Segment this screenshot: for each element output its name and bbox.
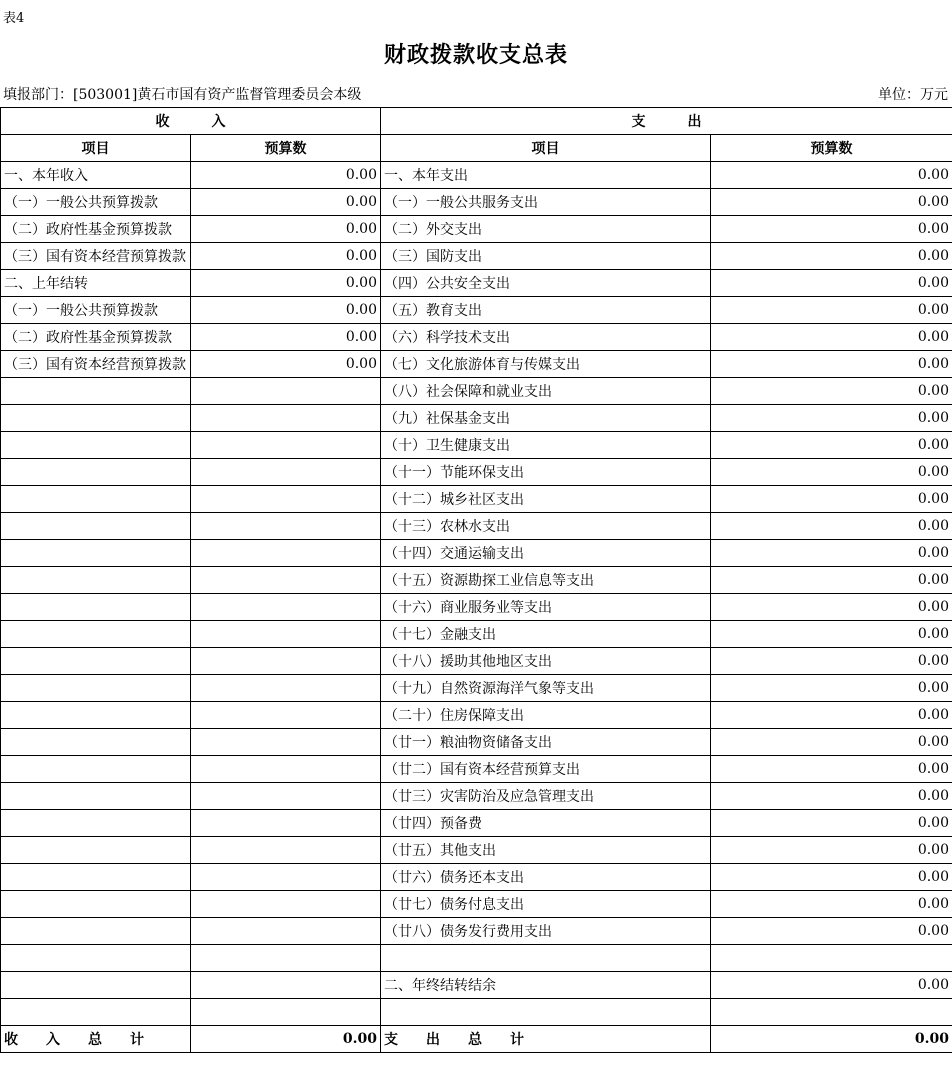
income-item-cell (1, 972, 191, 999)
expense-item-cell: （五）教育支出 (381, 297, 711, 324)
income-item-cell (1, 540, 191, 567)
expense-item-header: 项目 (381, 135, 711, 162)
unit-label: 单位：万元 (878, 87, 948, 103)
expense-value-cell: 0.00 (711, 756, 952, 783)
table-row (1, 999, 952, 1026)
expense-item-cell: （十五）资源勘探工业信息等支出 (381, 567, 711, 594)
table-row (1, 540, 952, 567)
income-value-cell (191, 378, 381, 405)
expense-item-cell: （十九）自然资源海洋气象等支出 (381, 675, 711, 702)
expense-item-cell: 一、本年支出 (381, 162, 711, 189)
expense-value-cell: 0.00 (711, 189, 952, 216)
expense-value-cell: 0.00 (711, 621, 952, 648)
income-value-cell (191, 594, 381, 621)
income-section-header: 收 入 (1, 108, 381, 135)
income-value-cell (191, 675, 381, 702)
column-header-row (1, 135, 952, 162)
income-item-cell: （二）政府性基金预算拨款 (1, 216, 191, 243)
income-item-cell (1, 864, 191, 891)
budget-table (0, 107, 952, 1053)
income-value-cell (191, 621, 381, 648)
section-header-row (1, 108, 952, 135)
expense-value-cell: 0.00 (711, 162, 952, 189)
expense-item-cell: （廿二）国有资本经营预算支出 (381, 756, 711, 783)
expense-item-cell: （二十）住房保障支出 (381, 702, 711, 729)
reporting-department: 填报部门：[503001]黄石市国有资产监督管理委员会本级 (3, 87, 362, 103)
income-item-cell (1, 486, 191, 513)
income-value-cell (191, 729, 381, 756)
expense-item-cell: （廿六）债务还本支出 (381, 864, 711, 891)
expense-item-cell: （十三）农林水支出 (381, 513, 711, 540)
income-total-label: 收 入 总 计 (1, 1026, 191, 1053)
expense-value-cell: 0.00 (711, 972, 952, 999)
income-value-cell (191, 756, 381, 783)
table-row (1, 351, 952, 378)
expense-item-cell: （十一）节能环保支出 (381, 459, 711, 486)
income-item-cell (1, 648, 191, 675)
table-row (1, 945, 952, 972)
income-value-cell (191, 459, 381, 486)
income-item-cell (1, 999, 191, 1026)
expense-total-label: 支 出 总 计 (381, 1026, 711, 1053)
income-item-cell (1, 594, 191, 621)
income-value-cell (191, 972, 381, 999)
income-item-cell: （三）国有资本经营预算拨款 (1, 351, 191, 378)
table-row (1, 702, 952, 729)
table-row (1, 270, 952, 297)
table-row (1, 297, 952, 324)
expense-value-cell: 0.00 (711, 918, 952, 945)
expense-item-cell: （六）科学技术支出 (381, 324, 711, 351)
expense-item-cell: （九）社保基金支出 (381, 405, 711, 432)
expense-item-cell: （十八）援助其他地区支出 (381, 648, 711, 675)
income-item-cell (1, 783, 191, 810)
expense-item-cell: （十二）城乡社区支出 (381, 486, 711, 513)
table-row (1, 324, 952, 351)
page-title: 财政拨款收支总表 (383, 42, 568, 68)
income-item-header: 项目 (1, 135, 191, 162)
expense-item-cell: （廿一）粮油物资储备支出 (381, 729, 711, 756)
income-value-cell (191, 918, 381, 945)
expense-value-cell: 0.00 (711, 378, 952, 405)
expense-item-cell: （三）国防支出 (381, 243, 711, 270)
table-row (1, 243, 952, 270)
expense-value-cell: 0.00 (711, 351, 952, 378)
expense-value-cell: 0.00 (711, 540, 952, 567)
income-value-cell (191, 837, 381, 864)
income-item-cell (1, 810, 191, 837)
income-item-cell (1, 918, 191, 945)
table-row (1, 405, 952, 432)
table-row (1, 432, 952, 459)
income-value-cell (191, 864, 381, 891)
income-value-cell: 0.00 (191, 243, 381, 270)
table-row (1, 891, 952, 918)
expense-value-cell: 0.00 (711, 243, 952, 270)
income-value-cell (191, 783, 381, 810)
expense-budget-header: 预算数 (711, 135, 952, 162)
expense-value-cell: 0.00 (711, 297, 952, 324)
income-item-cell (1, 837, 191, 864)
income-value-cell: 0.00 (191, 297, 381, 324)
income-budget-header: 预算数 (191, 135, 381, 162)
income-item-cell (1, 702, 191, 729)
income-value-cell: 0.00 (191, 351, 381, 378)
income-item-cell (1, 567, 191, 594)
income-item-cell (1, 729, 191, 756)
income-item-cell (1, 405, 191, 432)
income-value-cell (191, 405, 381, 432)
expense-value-cell: 0.00 (711, 675, 952, 702)
expense-value-cell (711, 945, 952, 972)
income-item-cell (1, 945, 191, 972)
table-row (1, 486, 952, 513)
table-row (1, 162, 952, 189)
income-total-value: 0.00 (191, 1026, 381, 1053)
expense-value-cell: 0.00 (711, 648, 952, 675)
table-row (1, 972, 952, 999)
expense-item-cell: （十六）商业服务业等支出 (381, 594, 711, 621)
income-value-cell: 0.00 (191, 216, 381, 243)
expense-value-cell: 0.00 (711, 405, 952, 432)
income-item-cell (1, 756, 191, 783)
income-item-cell: （二）政府性基金预算拨款 (1, 324, 191, 351)
income-value-cell (191, 513, 381, 540)
expense-item-cell (381, 999, 711, 1026)
expense-value-cell (711, 999, 952, 1026)
income-item-cell (1, 675, 191, 702)
income-item-cell: （一）一般公共预算拨款 (1, 297, 191, 324)
table-row (1, 729, 952, 756)
income-value-cell (191, 999, 381, 1026)
expense-item-cell: （十七）金融支出 (381, 621, 711, 648)
table-row (1, 756, 952, 783)
expense-section-header: 支 出 (381, 108, 952, 135)
expense-item-cell: （一）一般公共服务支出 (381, 189, 711, 216)
income-value-cell: 0.00 (191, 270, 381, 297)
income-value-cell: 0.00 (191, 162, 381, 189)
table-row (1, 567, 952, 594)
expense-item-cell: （廿四）预备费 (381, 810, 711, 837)
income-item-cell (1, 621, 191, 648)
table-row (1, 189, 952, 216)
table-row (1, 513, 952, 540)
table-row (1, 837, 952, 864)
expense-item-cell (381, 945, 711, 972)
income-value-cell: 0.00 (191, 189, 381, 216)
expense-item-cell: （廿七）债务付息支出 (381, 891, 711, 918)
table-row (1, 864, 952, 891)
income-value-cell: 0.00 (191, 324, 381, 351)
income-item-cell: （一）一般公共预算拨款 (1, 189, 191, 216)
table-row (1, 378, 952, 405)
expense-value-cell: 0.00 (711, 702, 952, 729)
expense-value-cell: 0.00 (711, 594, 952, 621)
expense-value-cell: 0.00 (711, 486, 952, 513)
expense-item-cell: （廿五）其他支出 (381, 837, 711, 864)
table-number: 表4 (3, 11, 25, 26)
income-item-cell: 一、本年收入 (1, 162, 191, 189)
table-row (1, 648, 952, 675)
income-value-cell (191, 432, 381, 459)
expense-item-cell: （十四）交通运输支出 (381, 540, 711, 567)
income-value-cell (191, 540, 381, 567)
income-value-cell (191, 648, 381, 675)
expense-item-cell: （廿八）债务发行费用支出 (381, 918, 711, 945)
income-value-cell (191, 486, 381, 513)
table-row (1, 675, 952, 702)
expense-value-cell: 0.00 (711, 567, 952, 594)
table-row (1, 783, 952, 810)
income-value-cell (191, 810, 381, 837)
table-row (1, 918, 952, 945)
expense-value-cell: 0.00 (711, 891, 952, 918)
expense-item-cell: 二、年终结转结余 (381, 972, 711, 999)
income-item-cell (1, 513, 191, 540)
income-value-cell (191, 702, 381, 729)
income-value-cell (191, 567, 381, 594)
expense-item-cell: （八）社会保障和就业支出 (381, 378, 711, 405)
expense-value-cell: 0.00 (711, 432, 952, 459)
expense-item-cell: （四）公共安全支出 (381, 270, 711, 297)
income-item-cell: 二、上年结转 (1, 270, 191, 297)
expense-value-cell: 0.00 (711, 513, 952, 540)
expense-item-cell: （七）文化旅游体育与传媒支出 (381, 351, 711, 378)
table-row (1, 216, 952, 243)
expense-value-cell: 0.00 (711, 459, 952, 486)
table-row (1, 594, 952, 621)
expense-value-cell: 0.00 (711, 729, 952, 756)
income-item-cell (1, 459, 191, 486)
expense-item-cell: （廿三）灾害防治及应急管理支出 (381, 783, 711, 810)
expense-item-cell: （二）外交支出 (381, 216, 711, 243)
expense-item-cell: （十）卫生健康支出 (381, 432, 711, 459)
totals-row (1, 1026, 952, 1053)
expense-value-cell: 0.00 (711, 837, 952, 864)
expense-value-cell: 0.00 (711, 783, 952, 810)
table-row (1, 459, 952, 486)
table-row (1, 810, 952, 837)
expense-value-cell: 0.00 (711, 864, 952, 891)
expense-value-cell: 0.00 (711, 810, 952, 837)
expense-value-cell: 0.00 (711, 270, 952, 297)
income-value-cell (191, 891, 381, 918)
income-item-cell (1, 432, 191, 459)
income-item-cell (1, 891, 191, 918)
table-row (1, 621, 952, 648)
expense-value-cell: 0.00 (711, 216, 952, 243)
expense-value-cell: 0.00 (711, 324, 952, 351)
income-value-cell (191, 945, 381, 972)
income-item-cell: （三）国有资本经营预算拨款 (1, 243, 191, 270)
income-item-cell (1, 378, 191, 405)
expense-total-value: 0.00 (711, 1026, 952, 1053)
